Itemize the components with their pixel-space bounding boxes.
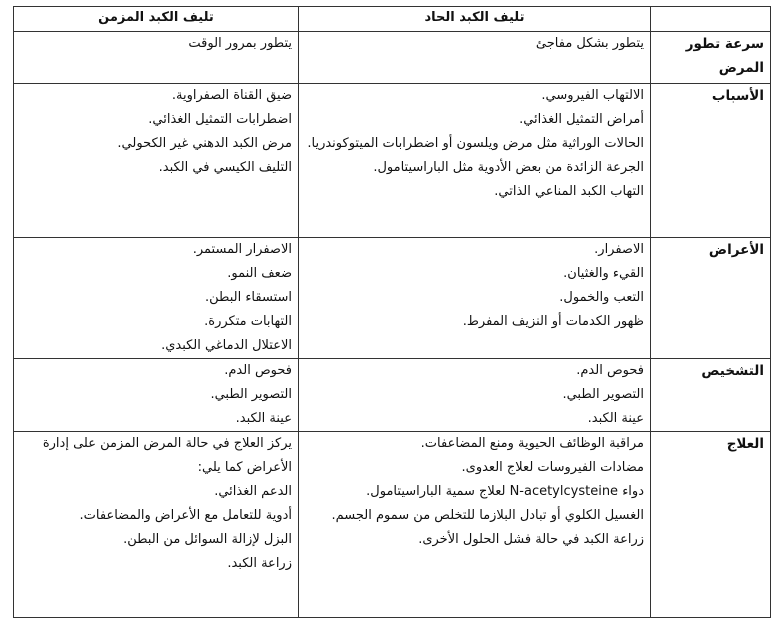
cell-line: أدوية للتعامل مع الأعراض والمضاعفات. (79, 508, 292, 523)
cell-causes-chronic (14, 84, 299, 238)
cell-line: عينة الكبد. (235, 411, 292, 426)
cell-speed-acute (299, 32, 651, 84)
row-label-speed: سرعة تطور المرض (651, 32, 771, 84)
row-label-diagnosis: التشخيص (651, 359, 771, 432)
cell-line: التهاب الكبد المناعي الذاتي. (494, 184, 644, 199)
cell-line: زراعة الكبد في حالة فشل الحلول الأخرى. (418, 532, 644, 547)
row-symptoms (14, 238, 771, 359)
cell-diagnosis-acute (299, 359, 651, 432)
cell-symptoms-acute (299, 238, 651, 359)
cell-symptoms-chronic (14, 238, 299, 359)
cell-line: فحوص الدم. (224, 363, 292, 378)
cell-line: الدعم الغذائي. (214, 484, 292, 499)
cell-line: التصوير الطبي. (210, 387, 292, 402)
cell-line: مرض الكبد الدهني غير الكحولي. (117, 136, 292, 151)
cell-line: عينة الكبد. (587, 411, 644, 426)
cell-diagnosis-chronic (14, 359, 299, 432)
cell-line: مراقبة الوظائف الحيوية ومنع المضاعفات. (420, 436, 644, 451)
cell-causes-acute (299, 84, 651, 238)
cell-line: التعب والخمول. (559, 290, 644, 305)
cell-line: يركز العلاج في حالة المرض المزمن على إدارة الأعراض كما يلي: (42, 436, 292, 475)
row-treatment (14, 432, 771, 618)
header-label-column (651, 7, 771, 32)
row-label-treatment: العلاج (651, 432, 771, 618)
cell-line: فحوص الدم. (576, 363, 644, 378)
cell-speed-chronic (14, 32, 299, 84)
row-label-symptoms: الأعراض (651, 238, 771, 359)
cell-line: البزل لإزالة السوائل من البطن. (123, 532, 292, 547)
header-row (14, 7, 771, 32)
cell-line: الاصفرار المستمر. (192, 242, 292, 257)
cell-line: أمراض التمثيل الغذائي. (519, 112, 644, 127)
row-causes (14, 84, 771, 238)
cell-line: الحالات الوراثية مثل مرض ويلسون أو اضطرابات الميتوكوندريا. (307, 136, 644, 151)
cell-line: الجرعة الزائدة من بعض الأدوية مثل الباراسيتامول. (373, 160, 644, 175)
cell-line: الغسيل الكلوي أو تبادل البلازما للتخلص من سموم الجسم. (331, 508, 644, 523)
cell-line: دواء N-acetylcysteine لعلاج سمية الباراسيتامول. (366, 484, 644, 499)
row-label-causes: الأسباب (651, 84, 771, 238)
cell-line: استسقاء البطن. (205, 290, 292, 305)
cell-line: الالتهاب الفيروسي. (541, 88, 644, 103)
cell-line: زراعة الكبد. (227, 556, 292, 571)
cell-line: ضيق القناة الصفراوية. (171, 88, 292, 103)
cell-line: مضادات الفيروسات لعلاج العدوى. (461, 460, 644, 475)
cell-line: القيء والغثيان. (563, 266, 644, 281)
cell-line: يتطور بشكل مفاجئ (535, 36, 644, 51)
row-diagnosis (14, 359, 771, 432)
header-chronic: تليف الكبد المزمن (14, 7, 299, 32)
cell-line: اضطرابات التمثيل الغذائي. (148, 112, 292, 127)
header-acute: تليف الكبد الحاد (299, 7, 651, 32)
row-speed (14, 32, 771, 84)
cell-line: الاصفرار. (594, 242, 644, 257)
cell-line: التهابات متكررة. (204, 314, 292, 329)
cell-line: يتطور بمرور الوقت (188, 36, 292, 51)
cell-line: ظهور الكدمات أو النزيف المفرط. (462, 314, 644, 329)
cell-line: التصوير الطبي. (562, 387, 644, 402)
cell-treatment-acute (299, 432, 651, 618)
cell-line: التليف الكيسي في الكبد. (158, 160, 292, 175)
cell-treatment-chronic (14, 432, 299, 618)
comparison-table (13, 6, 771, 618)
cell-line: الاعتلال الدماغي الكبدي. (161, 338, 292, 353)
cell-line: ضعف النمو. (227, 266, 292, 281)
